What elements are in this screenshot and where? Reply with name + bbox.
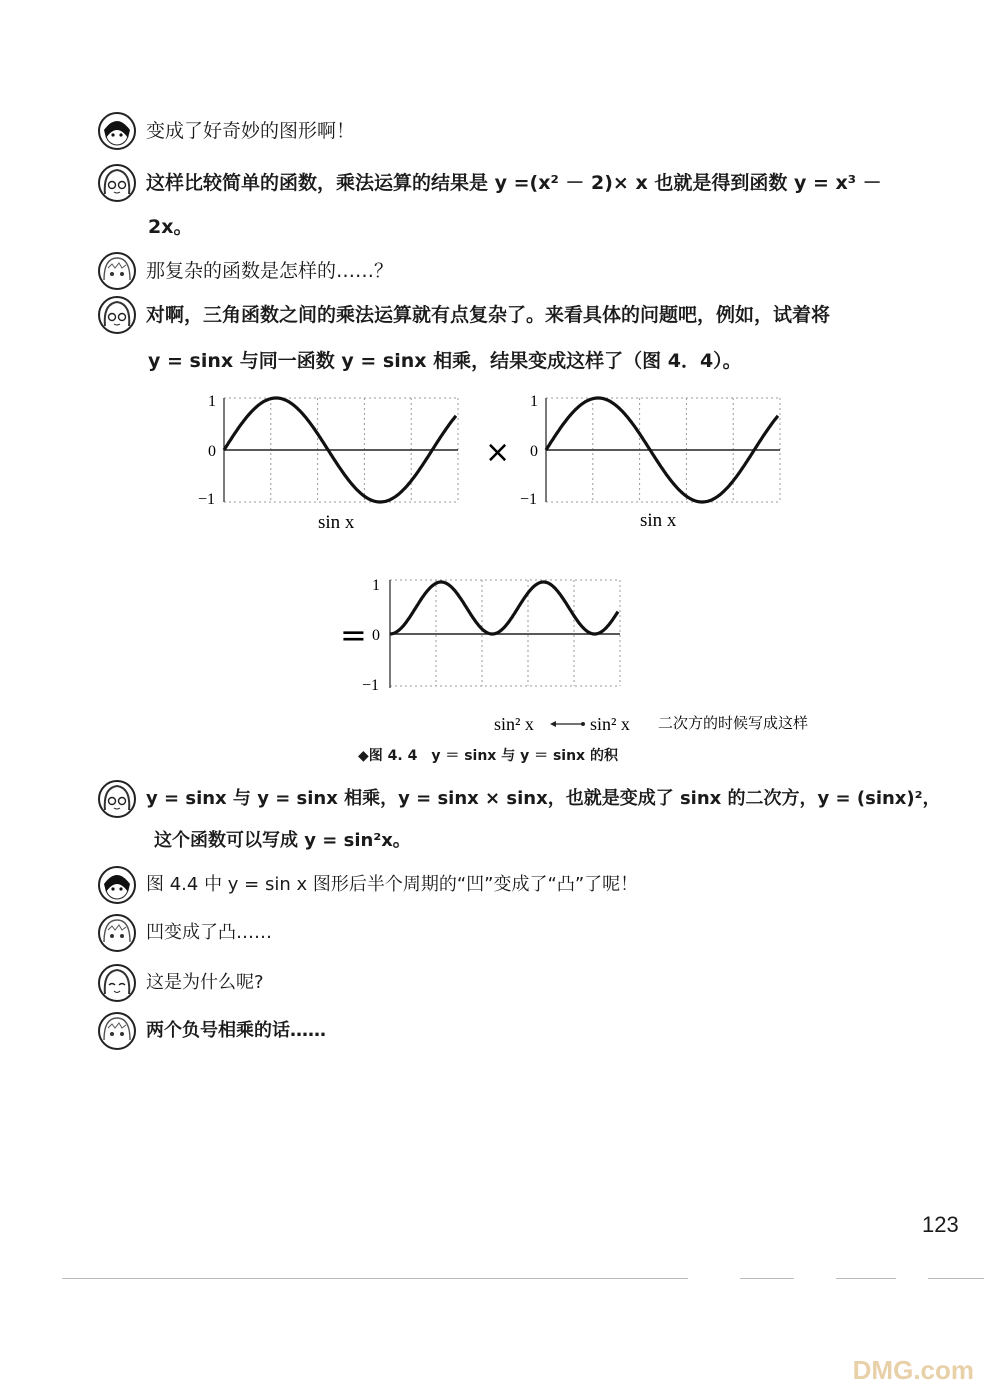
dialogue-text: 图 4.4 中 y = sin x 图形后半个周期的“凹”变成了“凸”了呢！ xyxy=(146,874,639,895)
equals-sign: = xyxy=(340,616,367,654)
arrow-left-icon xyxy=(550,721,556,727)
dialogue-text: 那复杂的函数是怎样的……？ xyxy=(146,259,394,282)
annotation-right: sin² x xyxy=(590,714,630,734)
dialogue-line-8 xyxy=(98,964,944,1002)
dialogue-line-5 xyxy=(98,780,944,818)
tick-label-1: 1 xyxy=(530,393,538,410)
x-axis-label: sin x xyxy=(640,510,677,531)
dialogue-text: 这是为什么呢? xyxy=(146,972,264,993)
dialogue-text: 这样比较简单的函数，乘法运算的结果是 y =(x² － 2)× x 也就是得到函数 y = x³ － xyxy=(146,171,882,194)
x-axis-label: sin x xyxy=(318,512,355,533)
footer-rule xyxy=(62,1278,688,1279)
annotation xyxy=(490,708,890,738)
tick-label-1: 1 xyxy=(372,577,380,594)
dialogue-text: 凹变成了凸…… xyxy=(146,922,272,943)
dialogue-text-cont: 2x。 xyxy=(148,216,193,238)
tick-label-1: 1 xyxy=(208,393,216,410)
avatar-girl-glasses xyxy=(98,780,136,818)
tick-label-m1: −1 xyxy=(362,677,380,694)
chart-product xyxy=(362,577,620,694)
avatar-girl-glasses xyxy=(98,164,136,202)
watermark-logo: DMG.com xyxy=(852,1355,974,1385)
annotation-note: 二次方的时候写成这样 xyxy=(658,716,809,732)
avatar-girl-glasses xyxy=(98,296,136,334)
tick-label-0: 0 xyxy=(208,443,216,460)
arrow-dot-icon xyxy=(581,722,585,726)
tick-label-m1: −1 xyxy=(520,491,538,508)
avatar-girl-dark xyxy=(98,112,136,150)
dialogue-line-1 xyxy=(98,112,944,150)
dialogue-text: y = sinx 与 y = sinx 相乘，y = sinx × sinx，也就是变成了 sinx 的二次方，y = (sinx)²， xyxy=(146,788,941,809)
avatar-girl-light xyxy=(98,1012,136,1050)
dialogue-text: 对啊，三角函数之间的乘法运算就有点复杂了。来看具体的问题吧，例如，试着将 xyxy=(146,303,831,326)
chart-left xyxy=(198,393,458,533)
dialogue-line-9 xyxy=(98,1012,944,1050)
dialogue-line-6 xyxy=(98,866,944,904)
dialogue-line-4 xyxy=(98,296,944,334)
avatar-girl-glasses xyxy=(98,964,136,1002)
avatar-girl-dark xyxy=(98,866,136,904)
annotation-left: sin² x xyxy=(494,714,534,734)
footer-rule xyxy=(928,1278,984,1279)
tick-label-0: 0 xyxy=(530,443,538,460)
dialogue-text: 变成了好奇妙的图形啊！ xyxy=(146,119,356,142)
sine-squared-curve xyxy=(390,582,618,634)
footer-rule xyxy=(740,1278,794,1279)
tick-label-0: 0 xyxy=(372,627,380,644)
footer-rule xyxy=(836,1278,896,1279)
dialogue-text: 两个负号相乘的话…… xyxy=(146,1020,326,1041)
avatar-girl-light xyxy=(98,914,136,952)
tick-label-m1: −1 xyxy=(198,491,216,508)
dialogue-line-7 xyxy=(98,914,944,952)
page-number: 123 xyxy=(922,1212,959,1237)
figure-caption: ◆图 4. 4 y ＝ sinx 与 y ＝ sinx 的积 xyxy=(358,748,618,764)
figure-4-4 xyxy=(0,380,984,700)
dialogue-text-cont: 这个函数可以写成 y = sin²x。 xyxy=(154,830,411,851)
dialogue-line-2 xyxy=(98,164,944,202)
dialogue-text-cont: y = sinx 与同一函数 y = sinx 相乘，结果变成这样了（图 4．4）。 xyxy=(148,350,742,372)
avatar-girl-light xyxy=(98,252,136,290)
times-sign: × xyxy=(485,435,511,470)
chart-right xyxy=(520,393,780,531)
dialogue-line-3 xyxy=(98,252,944,290)
